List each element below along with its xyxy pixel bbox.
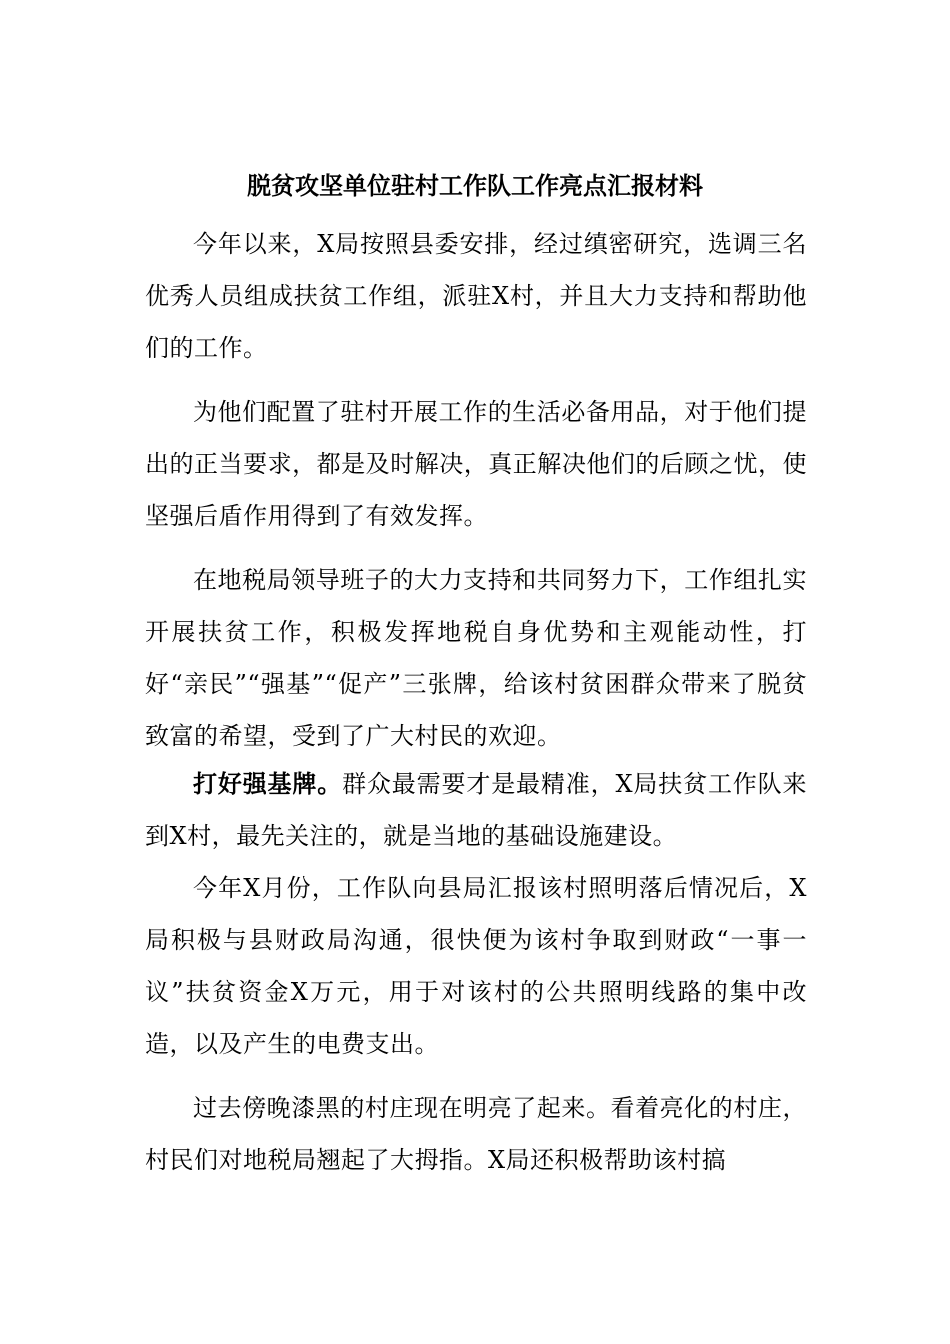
paragraph-5 xyxy=(145,862,807,1070)
paragraph-3-text: 在地税局领导班子的大力支持和共同努力下，工作组扎实开展扶贫工作，积极发挥地税自身优势和主观能动性，打好“亲民”“强基”“促产”三张牌，给该村贫困群众带来了脱贫致富的希望，受到了广大村民的欢迎。 xyxy=(145,566,807,750)
paragraph-3 xyxy=(145,554,807,762)
document-title: 脱贫攻坚单位驻村工作队工作亮点汇报材料 xyxy=(247,171,703,200)
paragraph-6 xyxy=(145,1082,807,1186)
paragraph-2-text: 为他们配置了驻村开展工作的生活必备用品，对于他们提出的正当要求，都是及时解决，真正解决他们的后顾之忧，使坚强后盾作用得到了有效发挥。 xyxy=(145,398,807,530)
paragraph-4-text: 群众最需要才是最精准，X局扶贫工作队来到X村，最先关注的，就是当地的基础设施建设。 xyxy=(145,770,807,850)
paragraph-1-text: 今年以来，X局按照县委安排，经过缜密研究，选调三名优秀人员组成扶贫工作组，派驻X村，并且大力支持和帮助他们的工作。 xyxy=(145,230,807,362)
paragraph-4-lead: 打好强基牌。 xyxy=(193,769,343,798)
paragraph-1 xyxy=(145,218,807,374)
paragraph-6-text: 过去傍晚漆黑的村庄现在明亮了起来。看着亮化的村庄，村民们对地税局翘起了大拇指。X局还积极帮助该村搞 xyxy=(145,1094,807,1174)
paragraph-4 xyxy=(145,758,807,862)
paragraph-5-text: 今年X月份，工作队向县局汇报该村照明落后情况后，X局积极与县财政局沟通，很快便为该村争取到财政“一事一议”扶贫资金X万元，用于对该村的公共照明线路的集中改造，以及产生的电费支出。 xyxy=(145,874,807,1058)
paragraph-2 xyxy=(145,386,807,542)
